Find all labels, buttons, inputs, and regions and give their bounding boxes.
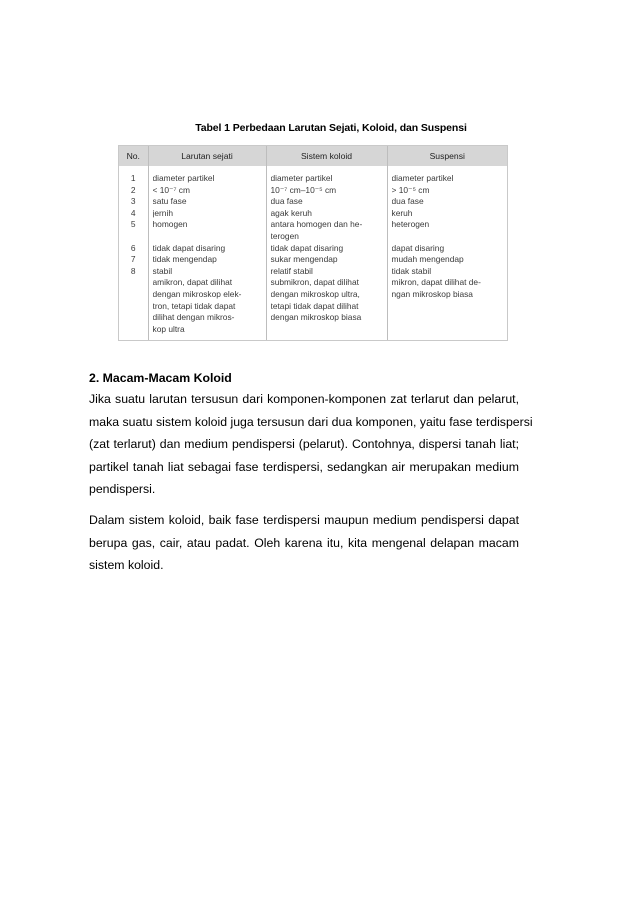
table-cell-line: tidak dapat disaring [152,242,226,253]
table-cell-line: < 10⁻⁷ cm [152,184,190,195]
table-cell-line: mudah mengendap [391,254,464,265]
table-cell-line [119,277,148,289]
table-body-row [119,166,507,340]
table-cell-line: diameter partikel [391,173,454,183]
table-cell-line [119,312,148,324]
table-header-row [119,146,507,166]
table-cell-line: amikron, dapat dilihat [152,277,233,288]
table-cell-line: 7 [130,254,136,265]
table-cell-line [392,231,504,243]
table-caption: Tabel 1 Perbedaan Larutan Sejati, Koloid, dan Suspensi [195,122,467,134]
paragraph-line: berupa gas, cair, atau padat. Oleh karena itu, kita mengenal delapan macam [89,535,519,550]
table-cell-line: stabil [152,265,173,276]
table-cell-line [153,231,262,243]
table-cell-line: sukar mengendap [270,254,338,265]
column-suspensi [387,166,507,340]
table-cell-line: tetapi tidak dapat dilihat [270,300,359,311]
table-cell-line [119,231,148,243]
comparison-table [118,145,508,341]
table-cell-line: 4 [130,207,136,218]
table-cell-line: dapat disaring [391,242,445,253]
table-cell-line: dengan mikroskop ultra, [270,288,360,299]
paragraph-line: Jika suatu larutan tersusun dari komponen-komponen zat terlarut dan pelarut, [89,392,519,406]
table-cell-line: tidak mengendap [152,254,217,265]
table-cell-line: diameter partikel [270,173,333,183]
table-cell-line: heterogen [391,219,430,230]
table-cell-line: 5 [130,219,136,230]
table-cell-line: dua fase [270,196,303,207]
section-heading: 2. Macam-Macam Koloid [89,371,232,385]
paragraph-1 [89,388,533,501]
header-sistem-koloid: Sistem koloid [266,146,387,166]
table-cell-line: mikron, dapat dilihat de- [391,277,481,288]
table-cell-line: 1 [130,173,136,183]
table-cell-line: dengan mikroskop elek- [152,288,242,299]
table-cell-line: submikron, dapat dilihat [270,277,359,288]
table-cell-line: 2 [130,184,136,195]
table-cell-line: jernih [152,207,173,218]
table-cell-line: kop ultra [152,323,185,334]
table-cell-line: tidak dapat disaring [270,242,344,253]
table-cell-line: 8 [130,265,136,276]
table-cell-line: relatif stabil [270,265,313,276]
table-cell-line: satu fase [152,196,187,207]
paragraph-line: Dalam sistem koloid, baik fase terdispersi maupun medium pendispersi dapat [89,513,519,527]
table-cell-line: tron, tetapi tidak dapat [152,300,236,311]
paragraph-line: partikel tanah liat sebagai fase terdispersi, sedangkan air merupakan medium [89,459,519,474]
table-cell-line: 10⁻⁷ cm–10⁻⁵ cm [270,184,337,195]
column-no [119,166,148,340]
table-cell-line: tidak stabil [391,265,432,276]
paragraph-line: pendispersi. [89,482,156,497]
table-cell-line: 3 [130,196,136,207]
table-cell-line: antara homogen dan he- [270,219,363,230]
column-larutan-sejati [148,166,266,340]
table-cell-line: > 10⁻⁵ cm [391,184,430,195]
table-cell-line [119,301,148,313]
table-cell-line: ngan mikroskop biasa [391,288,473,299]
column-sistem-koloid [266,166,387,340]
paragraph-line: sistem koloid. [89,558,164,573]
table-cell-line: homogen [152,219,188,230]
header-suspensi: Suspensi [387,146,507,166]
table-cell-line [119,289,148,301]
paragraph-2 [89,509,519,577]
header-larutan-sejati: Larutan sejati [148,146,266,166]
table-cell-line: dengan mikroskop biasa [270,312,362,323]
paragraph-line: maka suatu sistem koloid juga tersusun dari dua komponen, yaitu fase terdispersi [89,414,533,429]
table-cell-line: dilihat dengan mikros- [152,312,235,323]
table-cell-line: 6 [130,242,136,253]
header-no: No. [119,146,148,166]
table-cell-line: dua fase [391,196,424,207]
table-cell-line: keruh [391,207,413,218]
table-cell-line: diameter partikel [152,173,215,183]
table-cell-line: terogen [270,230,299,241]
table-cell-line: agak keruh [270,207,312,218]
paragraph-line: (zat terlarut) dan medium pendispersi (pelarut). Contohnya, dispersi tanah liat; [89,437,519,452]
